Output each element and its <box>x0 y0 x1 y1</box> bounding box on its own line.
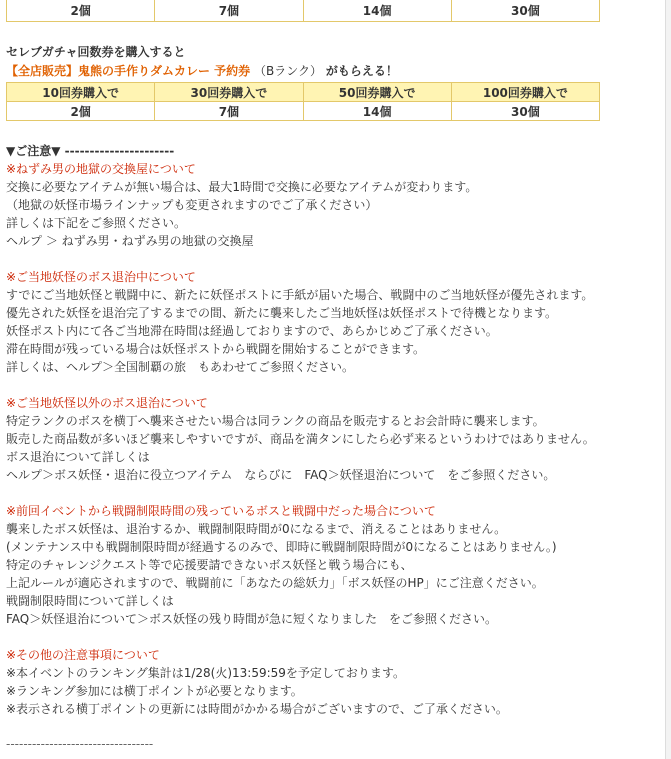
table-header: 50回券購入で <box>303 83 451 102</box>
section-title: ※ねずみ男の地獄の交換屋について <box>6 162 196 176</box>
reward-table-top <box>6 0 600 22</box>
note-line: （地獄の妖怪市場ラインナップも変更されますのでご了承ください） <box>6 198 378 212</box>
note-line: 上記ルールが適応されますので、戦闘前に「あなたの総妖力」「ボス妖怪のHP」にご注意ください。 <box>6 576 544 590</box>
reward-suffix: がもらえる！ <box>325 64 398 78</box>
table-header: 30回券購入で <box>155 83 303 102</box>
note-line: ※表示される横丁ポイントの更新には時間がかかる場合がございますので、ご了承ください。 <box>6 702 508 716</box>
table-cell: 14個 <box>303 102 451 121</box>
note-line: 襲来したボス妖怪は、退治するか、戦闘制限時間が0になるまで、消えることはありません。 <box>6 522 507 536</box>
note-line: 特定のチャレンジクエスト等で応援要請できないボス妖怪と戦う場合にも、 <box>6 558 413 572</box>
reward-table <box>6 82 600 121</box>
table-cell: 30個 <box>451 0 599 22</box>
note-line: 詳しくは下記をご参照ください。 <box>6 216 187 230</box>
table-header: 100回券購入で <box>451 83 599 102</box>
reward-rank: （Bランク） <box>254 64 323 78</box>
table-cell: 7個 <box>155 0 303 22</box>
table-row <box>7 102 600 121</box>
divider: ---------------------------------- <box>6 737 154 751</box>
note-line: FAQ＞妖怪退治について＞ボス妖怪の残り時間が急に短くなりました をご参照ください。 <box>6 612 498 626</box>
reward-item-name: 【全店販売】鬼熊の手作りダムカレー 予約券 <box>6 64 251 78</box>
note-line: 優先された妖怪を退治完了するまでの間、新たに襲来したご当地妖怪は妖怪ポストで待機となります。 <box>6 306 558 320</box>
table-cell: 2個 <box>7 0 155 22</box>
intro-text: セレブガチャ回数券を購入すると <box>6 45 186 59</box>
note-line: 滞在時間が残っている場合は妖怪ポストから戦闘を開始することができます。 <box>6 342 426 356</box>
table-cell: 30個 <box>451 102 599 121</box>
note-line: 妖怪ポスト内にて各ご当地滞在時間は経過しておりますので、あらかじめご了承ください。 <box>6 324 498 338</box>
table-cell: 14個 <box>303 0 451 22</box>
section-title: ※前回イベントから戦闘制限時間の残っているボスと戦闘中だった場合について <box>6 504 436 518</box>
note-line: ヘルプ ＞ ねずみ男・ねずみ男の地獄の交換屋 <box>6 234 254 248</box>
section-title: ※その他の注意事項について <box>6 648 160 662</box>
note-line: すでにご当地妖怪と戦闘中に、新たに妖怪ポストに手紙が届いた場合、戦闘中のご当地妖怪が優先されます。 <box>6 288 594 302</box>
vertical-scrollbar[interactable] <box>666 0 671 759</box>
note-line: ヘルプ＞ボス妖怪・退治に役立つアイテム ならびに FAQ＞妖怪退治について をご参照ください。 <box>6 468 556 482</box>
note-line: 特定ランクのボスを横丁へ襲来させたい場合は同ランクの商品を販売するとお会計時に襲来します。 <box>6 414 545 428</box>
section-title: ※ご当地妖怪のボス退治中について <box>6 270 196 284</box>
table-row <box>7 0 600 22</box>
table-cell: 7個 <box>155 102 303 121</box>
note-line: (メンテナンス中も戦闘制限時間が経過するのみで、即時に戦闘制限時間が0になることはありません。) <box>6 540 557 554</box>
note-line: ※ランキング参加には横丁ポイントが必要となります。 <box>6 684 303 698</box>
table-header: 10回券購入で <box>7 83 155 102</box>
note-line: 詳しくは、ヘルプ＞全国制覇の旅 もあわせてご参照ください。 <box>6 360 355 374</box>
note-line: 販売した商品数が多いほど襲来しやすいですが、商品を満タンにしたら必ず来るというわけではありません。 <box>6 432 595 446</box>
intro-reward-line <box>6 62 398 80</box>
notes-heading: ▼ご注意▼ ---------------------- <box>6 144 175 158</box>
table-header-row <box>7 83 600 102</box>
note-line: ボス退治について詳しくは <box>6 450 150 464</box>
note-line: 交換に必要なアイテムが無い場合は、最大1時間で交換に必要なアイテムが変わります。 <box>6 180 478 194</box>
note-line: ※本イベントのランキング集計は1/28(火)13:59:59を予定しております。 <box>6 666 405 680</box>
table-cell: 2個 <box>7 102 155 121</box>
note-line: 戦闘制限時間について詳しくは <box>6 594 174 608</box>
section-title: ※ご当地妖怪以外のボス退治について <box>6 396 208 410</box>
